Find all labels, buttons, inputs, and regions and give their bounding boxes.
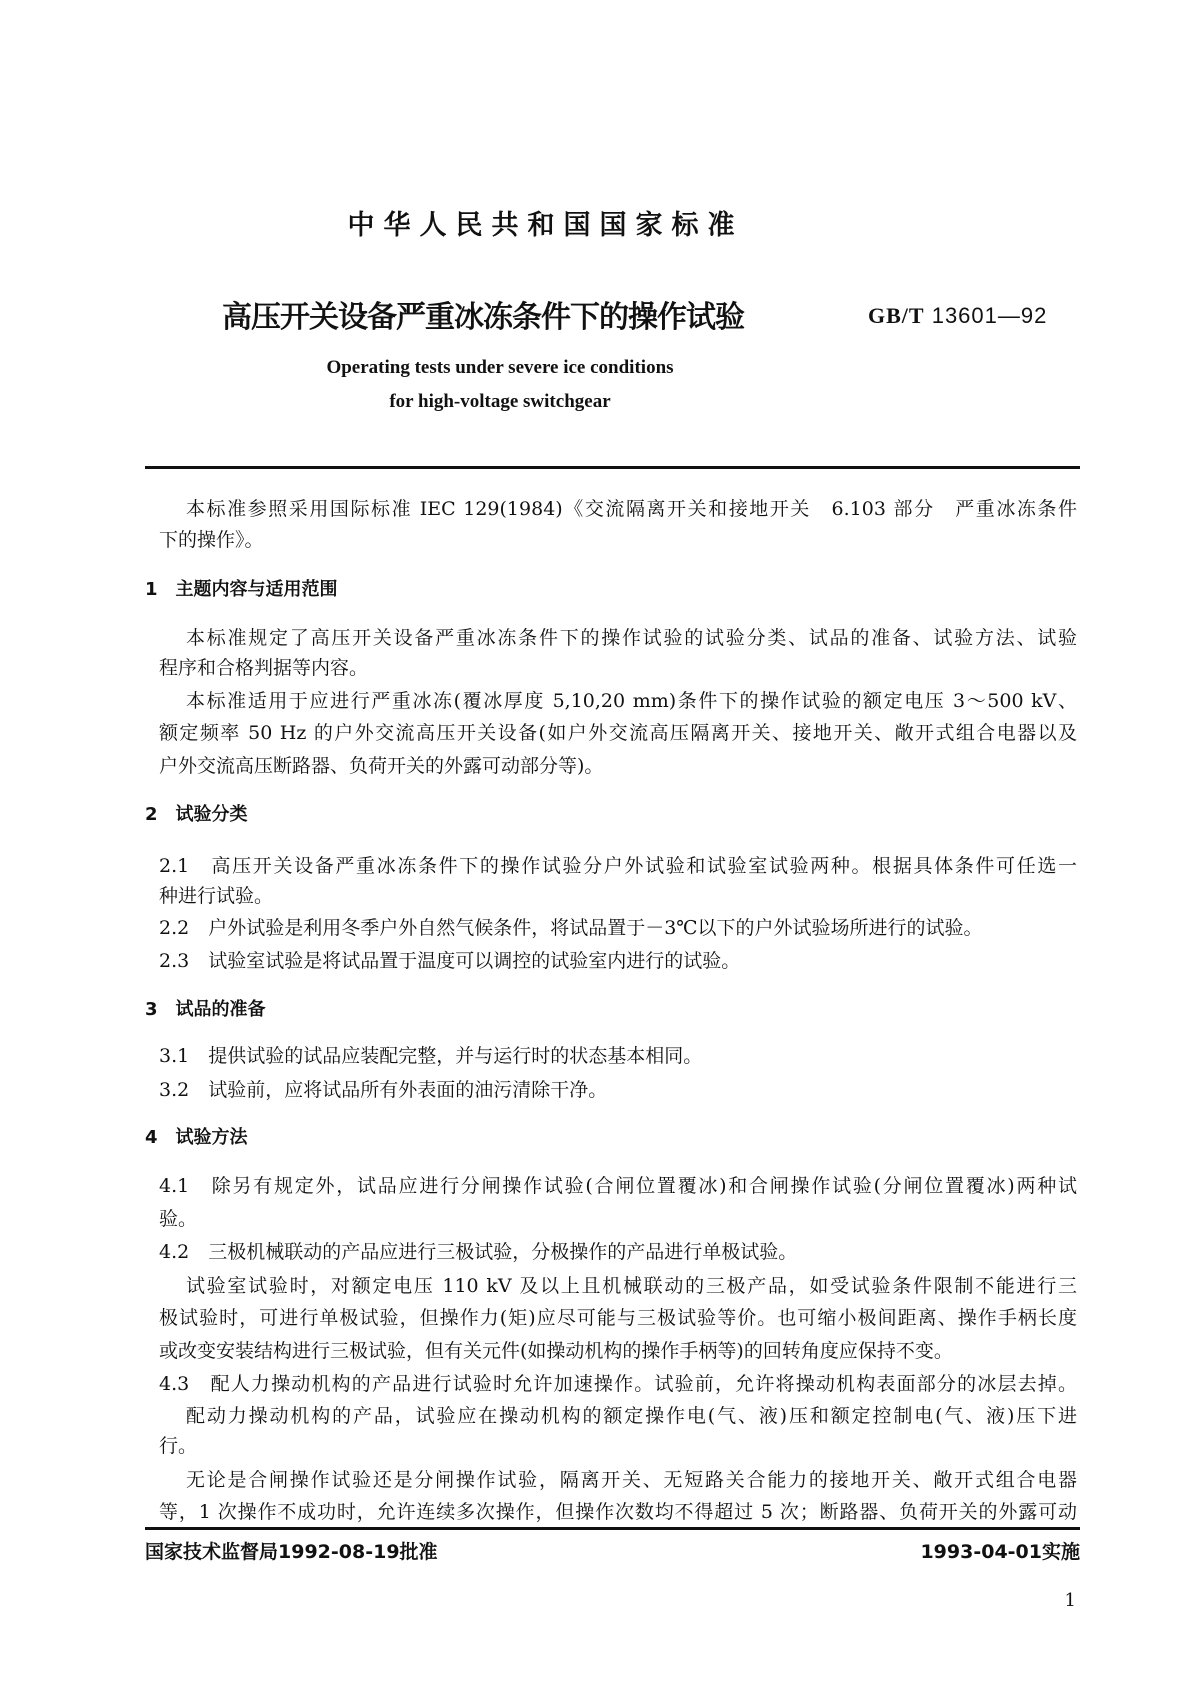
- body-text-line: 2.2 户外试验是利用冬季户外自然气候条件，将试品置于－3℃以下的户外试验场所进行的试验。: [159, 917, 983, 939]
- body-text-line: 验。: [159, 1208, 198, 1230]
- body-text-line: 试验室试验时，对额定电压 110 kV 及以上且机械联动的三极产品，如受试验条件限制不能进行三: [186, 1275, 1077, 1297]
- body-text-line: 4.1 除另有规定外，试品应进行分闸操作试验(合闸位置覆冰)和合闸操作试验(分闸位置覆冰)两种试: [159, 1175, 1077, 1197]
- standard-number-value: 13601—92: [931, 303, 1048, 328]
- body-text-line: 行。: [159, 1435, 198, 1457]
- body-text-line: 本标准参照采用国际标准 IEC 129(1984)《交流隔离开关和接地开关 6.103 部分 严重冰冻条件: [186, 498, 1077, 520]
- body-text-line: 本标准适用于应进行严重冰冻(覆冰厚度 5,10,20 mm)条件下的操作试验的额定电压 3～500 kV、: [186, 690, 1077, 712]
- english-title-line-1: Operating tests under severe ice conditions: [326, 357, 674, 378]
- document-title: 高压开关设备严重冰冻条件下的操作试验: [222, 300, 744, 335]
- footer-divider: [145, 1527, 1080, 1530]
- body-text-line: 极试验时，可进行单极试验，但操作力(矩)应尽可能与三极试验等价。也可缩小极间距离、操作手柄长度: [159, 1307, 1077, 1329]
- approval-date: 国家技术监督局1992-08-19批准: [145, 1541, 438, 1563]
- section-heading: 1 主题内容与适用范围: [145, 579, 338, 600]
- implementation-date: 1993-04-01实施: [920, 1541, 1080, 1563]
- body-text-line: 户外交流高压断路器、负荷开关的外露可动部分等)。: [159, 755, 604, 777]
- body-text-line: 额定频率 50 Hz 的户外交流高压开关设备(如户外交流高压隔离开关、接地开关、敞开式组合电器以及: [159, 722, 1077, 744]
- body-text-line: 或改变安装结构进行三极试验，但有关元件(如操动机构的操作手柄等)的回转角度应保持不变。: [159, 1340, 953, 1362]
- body-text-line: 2.1 高压开关设备严重冰冻条件下的操作试验分户外试验和试验室试验两种。根据具体条件可任选一: [159, 855, 1077, 877]
- body-text-line: 4.2 三极机械联动的产品应进行三极试验，分极操作的产品进行单极试验。: [159, 1241, 798, 1263]
- body-text-line: 无论是合闸操作试验还是分闸操作试验，隔离开关、无短路关合能力的接地开关、敞开式组合电器: [186, 1469, 1077, 1491]
- english-title-line-2: for high-voltage switchgear: [389, 391, 611, 412]
- section-heading: 2 试验分类: [145, 804, 248, 825]
- body-text-line: 等，1 次操作不成功时，允许连续多次操作，但操作次数均不得超过 5 次；断路器、负荷开关的外露可动: [159, 1501, 1077, 1523]
- body-text-line: 程序和合格判据等内容。: [159, 657, 369, 679]
- body-text-line: 下的操作》。: [159, 529, 264, 551]
- standard-type-heading: 中华人民共和国国家标准: [347, 210, 744, 241]
- page-number: 1: [1064, 1590, 1076, 1611]
- section-heading: 4 试验方法: [145, 1127, 248, 1148]
- body-text-line: 3.1 提供试验的试品应装配完整，并与运行时的状态基本相同。: [159, 1045, 703, 1067]
- body-text-line: 4.3 配人力操动机构的产品进行试验时允许加速操作。试验前，允许将操动机构表面部分的冰层去掉。: [159, 1373, 1077, 1395]
- body-text-line: 2.3 试验室试验是将试品置于温度可以调控的试验室内进行的试验。: [159, 950, 741, 972]
- section-heading: 3 试品的准备: [145, 999, 266, 1020]
- body-text-line: 3.2 试验前，应将试品所有外表面的油污清除干净。: [159, 1079, 608, 1101]
- body-text-line: 本标准规定了高压开关设备严重冰冻条件下的操作试验的试验分类、试品的准备、试验方法、试验: [186, 627, 1077, 649]
- standard-number: [868, 303, 1047, 329]
- body-text-line: 配动力操动机构的产品，试验应在操动机构的额定操作电(气、液)压和额定控制电(气、液)压下进: [186, 1405, 1077, 1427]
- body-text-line: 种进行试验。: [159, 885, 274, 907]
- header-divider: [145, 466, 1080, 469]
- standard-number-prefix: GB/T: [868, 303, 925, 328]
